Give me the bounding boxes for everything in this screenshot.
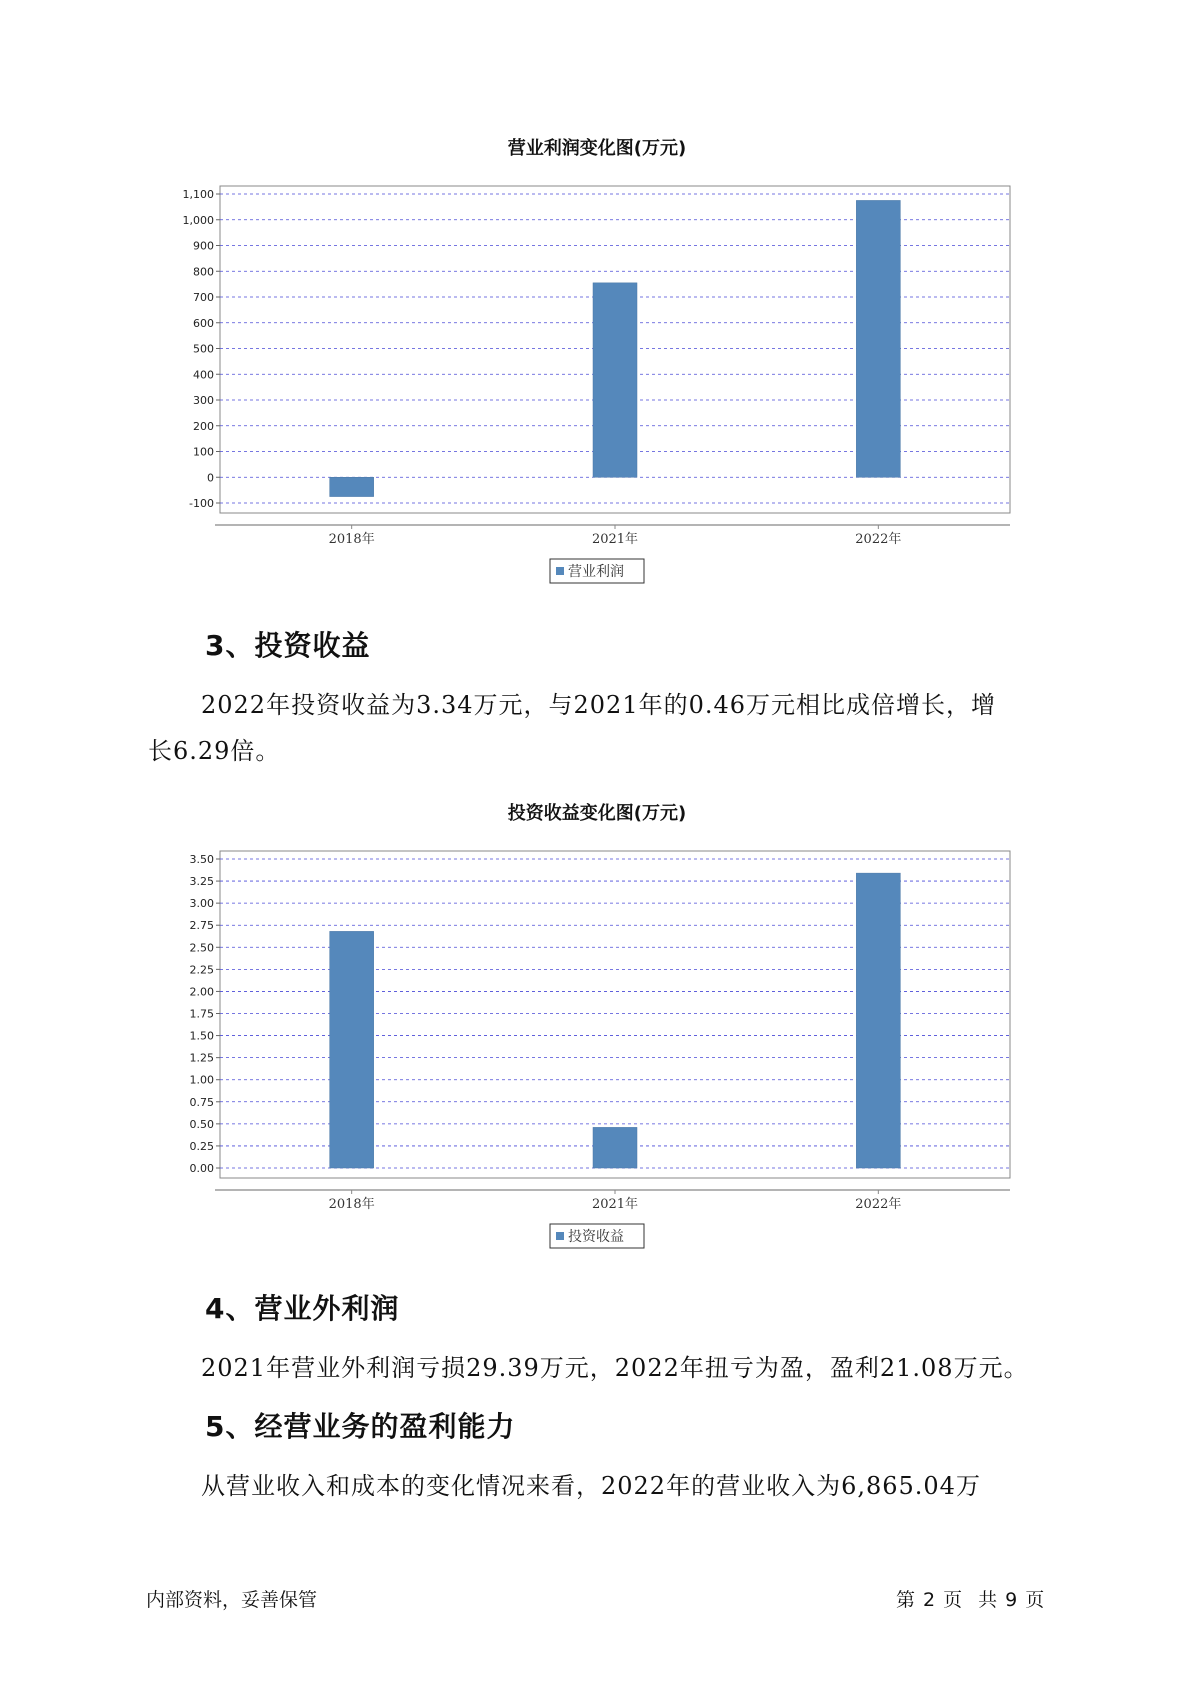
x-tick-label: 2021年 bbox=[591, 1197, 639, 1212]
legend-label: 投资收益 bbox=[568, 1229, 624, 1245]
section-5-paragraph bbox=[148, 1463, 1048, 1509]
bar-2021年 bbox=[593, 1127, 637, 1168]
section-3-line-1: 2022年投资收益为3.34万元，与2021年的0.46万元相比成倍增长，增 bbox=[201, 691, 997, 719]
page-current: 2 bbox=[923, 1589, 936, 1611]
y-tick-label: 3.25 bbox=[189, 875, 214, 889]
y-tick-label: 3.00 bbox=[189, 897, 214, 911]
x-tick-label: 2021年 bbox=[591, 532, 639, 547]
section-4-text: 2021年营业外利润亏损29.39万元，2022年扭亏为盈，盈利21.08万元。 bbox=[201, 1354, 1029, 1382]
page-prefix: 第 bbox=[896, 1589, 916, 1611]
y-tick-label: 1.25 bbox=[189, 1051, 214, 1065]
legend-swatch bbox=[556, 1232, 564, 1240]
footer-page-number bbox=[896, 1585, 1044, 1612]
y-tick-label: 1.50 bbox=[189, 1029, 214, 1043]
operating-profit-chart-svg bbox=[0, 130, 1191, 590]
chart-title: 投资收益变化图(万元) bbox=[507, 803, 687, 824]
y-tick-label: 0.75 bbox=[189, 1095, 214, 1109]
y-tick-label: 0 bbox=[207, 471, 214, 485]
y-tick-label: 0.50 bbox=[189, 1117, 214, 1131]
section-3-line-2: 长6.29倍。 bbox=[148, 737, 281, 765]
y-tick-label: 900 bbox=[193, 239, 214, 253]
page-total-prefix: 共 bbox=[978, 1589, 998, 1611]
bar-2018年 bbox=[330, 477, 374, 496]
footer-confidential: 内部资料，妥善保管 bbox=[146, 1589, 318, 1611]
bar-2021年 bbox=[593, 283, 637, 477]
y-tick-label: 400 bbox=[193, 368, 214, 382]
y-tick-label: 0.25 bbox=[189, 1139, 214, 1153]
y-tick-label: 3.50 bbox=[189, 853, 214, 866]
section-5-title: 5、经营业务的盈利能力 bbox=[205, 1410, 516, 1443]
y-tick-label: 1,000 bbox=[182, 213, 214, 227]
y-tick-label: 1.75 bbox=[189, 1007, 214, 1021]
x-tick-label: 2022年 bbox=[855, 1197, 902, 1212]
page-suffix: 页 bbox=[1025, 1589, 1045, 1611]
section-5-text: 从营业收入和成本的变化情况来看，2022年的营业收入为6,865.04万 bbox=[201, 1472, 981, 1500]
y-tick-label: 800 bbox=[193, 265, 214, 279]
x-tick-label: 2018年 bbox=[328, 532, 375, 547]
y-tick-label: 2.25 bbox=[189, 963, 214, 977]
page-total: 9 bbox=[1005, 1589, 1018, 1611]
section-3-title: 3、投资收益 bbox=[205, 629, 371, 662]
y-tick-label: 700 bbox=[193, 291, 214, 304]
y-tick-label: 100 bbox=[193, 445, 214, 459]
y-tick-label: 1.00 bbox=[189, 1073, 214, 1087]
operating-profit-chart bbox=[0, 130, 1191, 590]
y-tick-label: 200 bbox=[193, 419, 214, 433]
legend-swatch bbox=[556, 567, 564, 575]
section-3-paragraph bbox=[148, 682, 1048, 774]
y-tick-label: 2.00 bbox=[189, 985, 214, 999]
x-tick-label: 2022年 bbox=[855, 532, 902, 547]
legend-label: 营业利润 bbox=[568, 564, 624, 580]
y-tick-label: 1,100 bbox=[182, 188, 214, 201]
section-4-title: 4、营业外利润 bbox=[205, 1292, 400, 1325]
y-tick-label: 300 bbox=[193, 394, 214, 407]
investment-income-chart bbox=[0, 795, 1191, 1255]
y-tick-label: 2.75 bbox=[189, 919, 214, 933]
investment-income-chart-svg bbox=[0, 795, 1191, 1255]
bar-2022年 bbox=[856, 873, 900, 1168]
bar-2018年 bbox=[330, 931, 374, 1168]
bar-2022年 bbox=[856, 200, 900, 477]
y-tick-label: 0.00 bbox=[189, 1162, 214, 1175]
section-4-paragraph bbox=[148, 1345, 1048, 1391]
y-tick-label: 600 bbox=[193, 316, 214, 330]
y-tick-label: 500 bbox=[193, 342, 214, 356]
chart-title: 营业利润变化图(万元) bbox=[507, 138, 687, 159]
y-tick-label: -100 bbox=[189, 497, 214, 510]
x-tick-label: 2018年 bbox=[328, 1197, 375, 1212]
page-mid: 页 bbox=[943, 1589, 963, 1611]
y-tick-label: 2.50 bbox=[189, 941, 214, 955]
